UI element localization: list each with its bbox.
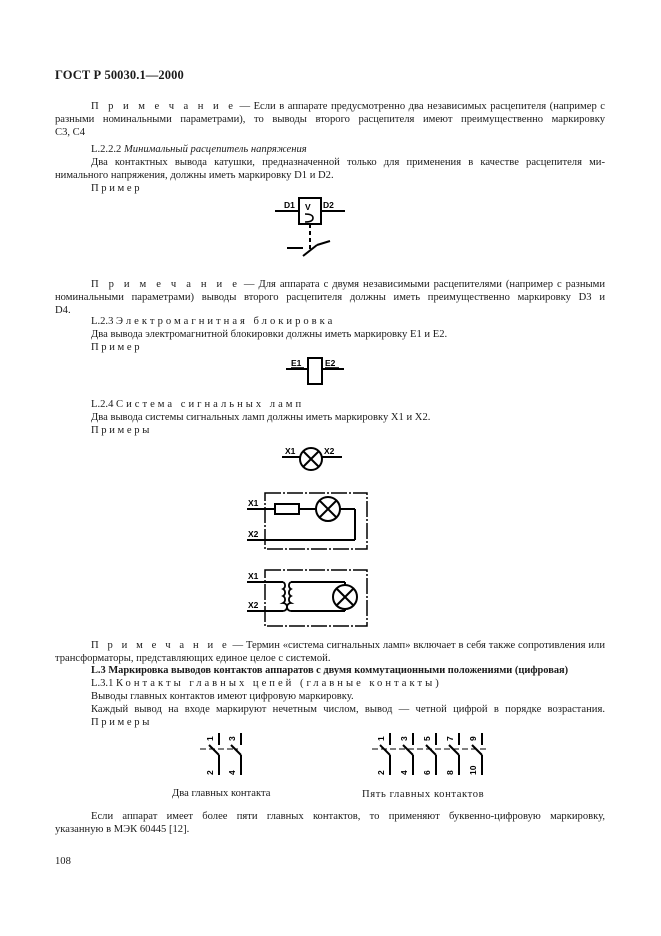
- svg-text:3: 3: [227, 736, 237, 741]
- section-heading-3: L.3 Маркировка выводов контактов аппаратов с двумя коммутационными положениями (цифровая): [91, 665, 569, 676]
- svg-text:3: 3: [399, 736, 409, 741]
- svg-text:X1: X1: [285, 446, 296, 456]
- undervoltage-release-diagram: [275, 193, 355, 263]
- example-label: П р и м е р ы: [91, 717, 150, 728]
- svg-text:X2: X2: [248, 529, 259, 539]
- note-label: П р и м е ч а н и е: [91, 101, 236, 112]
- section-heading-2-3: L.2.3 Электромагнитная блокировка: [91, 316, 336, 327]
- svg-text:X1: X1: [248, 571, 259, 581]
- note2-line3: D4.: [55, 305, 71, 316]
- svg-text:8: 8: [445, 770, 455, 775]
- svg-text:9: 9: [468, 736, 478, 741]
- two-main-contacts-diagram: [200, 733, 260, 783]
- svg-text:D1: D1: [284, 200, 295, 210]
- svg-text:E2: E2: [325, 358, 336, 368]
- note1-line3: С3, С4: [55, 127, 86, 138]
- note3-line1: П р и м е ч а н и е — Термин «система сигнальных ламп» включает в себя также сопротивления или: [91, 640, 605, 651]
- section-heading-3-1: L.3.1 Контакты главных цепей (главные контакты): [91, 678, 442, 689]
- closing-line2: указанную в МЭК 60445 [12].: [55, 824, 190, 835]
- electromagnetic-interlock-diagram: [286, 356, 346, 386]
- svg-text:2: 2: [205, 770, 215, 775]
- svg-text:2: 2: [376, 770, 386, 775]
- paragraph-line: Выводы главных контактов имеют цифровую маркировку.: [91, 691, 354, 702]
- svg-text:10: 10: [468, 765, 478, 775]
- paragraph-line: Два контактных вывода катушки, предназначенной только для применения в качестве расцепителя ми-: [91, 157, 605, 168]
- section-heading-2-4: L.2.4 Система сигнальных ламп: [91, 399, 305, 410]
- note3-line2: трансформаторы, представляющих единое целое с системой.: [55, 653, 331, 664]
- paragraph-line: Два вывода системы сигнальных ламп должны иметь маркировку Х1 и Х2.: [91, 412, 431, 423]
- svg-text:7: 7: [445, 736, 455, 741]
- svg-text:D2: D2: [323, 200, 334, 210]
- example-label: П р и м е р ы: [91, 425, 150, 436]
- svg-text:6: 6: [422, 770, 432, 775]
- two-contacts-caption: Два главных контакта: [172, 788, 271, 799]
- note1-line2: разными номинальными параметрами), то выводы второго расцепителя имеют преимущественно маркировку: [55, 114, 605, 125]
- five-contacts-caption: Пять главных контактов: [362, 789, 485, 800]
- five-main-contacts-diagram: [372, 733, 502, 783]
- note2-line2: номинальными параметрами) выводы второго расцепителя должны иметь преимущественно маркировку D3 и: [55, 292, 605, 303]
- closing-line1: Если аппарат имеет более пяти главных контактов, то применяют буквенно-цифровую маркировку,: [91, 811, 605, 822]
- svg-text:X2: X2: [324, 446, 335, 456]
- svg-text:4: 4: [227, 770, 237, 775]
- signal-lamp-diagram: [282, 442, 352, 472]
- signal-lamp-with-resistor-diagram: [247, 490, 377, 550]
- paragraph-line: Каждый вывод на входе маркируют нечетным числом, вывод — четной цифрой в порядке возрастания.: [91, 704, 605, 715]
- section-heading-2-2-2: L.2.2.2 Минимальный расцепитель напряжения: [91, 144, 307, 155]
- note1-line1: П р и м е ч а н и е — Если в аппарате предусмотренно два независимых расцепителя (например с: [91, 101, 605, 112]
- paragraph-line: нимального напряжения, должны иметь маркировку D1 и D2.: [55, 170, 334, 181]
- svg-text:4: 4: [399, 770, 409, 775]
- document-header: ГОСТ Р 50030.1—2000: [55, 68, 184, 82]
- svg-text:X2: X2: [248, 600, 259, 610]
- example-label: П р и м е р: [91, 183, 140, 194]
- signal-lamp-with-transformer-diagram: [247, 567, 377, 627]
- svg-text:5: 5: [422, 736, 432, 741]
- page-number: 108: [55, 856, 71, 867]
- example-label: П р и м е р: [91, 342, 140, 353]
- note2-line1: П р и м е ч а н и е — Для аппарата с двумя независимыми расцепителями (например с разными: [91, 279, 605, 290]
- svg-text:X1: X1: [248, 498, 259, 508]
- paragraph-line: Два вывода электромагнитной блокировки должны иметь маркировку Е1 и Е2.: [91, 329, 448, 340]
- svg-text:E1: E1: [291, 358, 302, 368]
- svg-text:V: V: [305, 202, 311, 212]
- svg-text:1: 1: [205, 736, 215, 741]
- svg-text:1: 1: [376, 736, 386, 741]
